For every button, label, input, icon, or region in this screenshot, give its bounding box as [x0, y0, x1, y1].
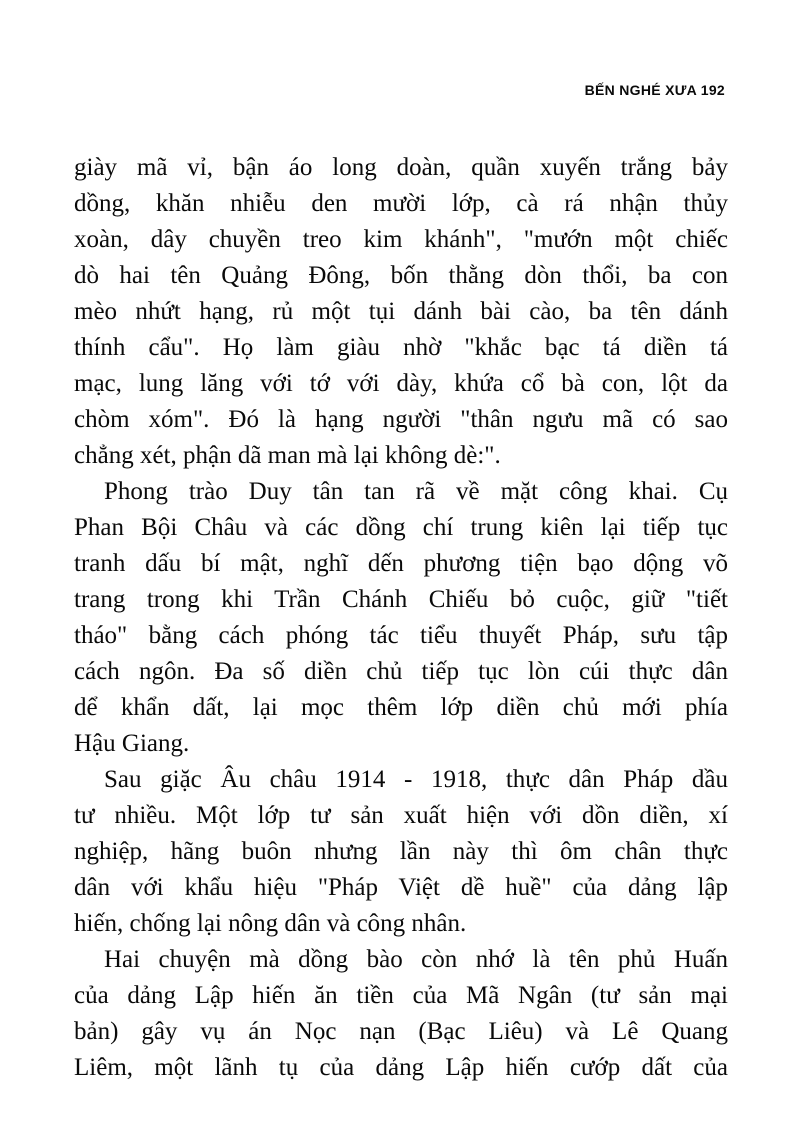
text-line: dò hai tên Quảng Đông, bốn thằng dòn thổi, ba con: [74, 262, 728, 289]
paragraph-first-line: Sau giặc Âu châu 1914 - 1918, thực dân Pháp dầu: [104, 766, 728, 793]
paragraph-first-line: Hai chuyện mà dồng bào còn nhớ là tên phủ Huấn: [104, 946, 728, 973]
text-line: Phan Bội Châu và các dồng chí trung kiên lại tiếp tục: [74, 514, 728, 541]
text-line: mạc, lung lăng với tớ với dày, khứa cổ bà con, lột da: [74, 370, 728, 397]
body-text: [74, 150, 728, 1086]
running-header: BẾN NGHÉ XƯA 192: [584, 82, 725, 98]
text-line: dể khẩn dất, lại mọc thêm lớp diền chủ mới phía: [74, 694, 728, 721]
text-line: tranh dấu bí mật, nghĩ dến phương tiện bạo dộng võ: [74, 550, 728, 577]
text-line: dân với khẩu hiệu "Pháp Việt dề huề" của dảng lập: [74, 874, 728, 901]
text-line: dồng, khăn nhiễu den mười lớp, cà rá nhận thủy: [74, 190, 728, 217]
text-line: giày mã vỉ, bận áo long doàn, quần xuyến trắng bảy: [74, 154, 728, 181]
text-line: Hậu Giang.: [74, 730, 190, 757]
text-line: xoàn, dây chuyền treo kim khánh", "mướn một chiếc: [74, 226, 728, 253]
text-line: nghiệp, hãng buôn nhưng lần này thì ôm chân thực: [74, 838, 728, 865]
paragraph-first-line: Phong trào Duy tân tan rã về mặt công khai. Cụ: [104, 478, 728, 505]
text-line: Liêm, một lãnh tụ của dảng Lập hiến cướp dất của: [74, 1054, 728, 1081]
text-line: tháo" bằng cách phóng tác tiểu thuyết Pháp, sưu tập: [74, 622, 728, 649]
text-line: hiến, chống lại nông dân và công nhân.: [74, 910, 467, 937]
text-line: tư nhiều. Một lớp tư sản xuất hiện với dồn diền, xí: [74, 802, 728, 829]
text-line: trang trong khi Trần Chánh Chiếu bỏ cuộc, giữ "tiết: [74, 586, 728, 613]
text-line: chòm xóm". Đó là hạng người "thân ngưu mã có sao: [74, 406, 728, 433]
text-line: mèo nhứt hạng, rủ một tụi dánh bài cào, ba tên dánh: [74, 298, 728, 325]
text-line: chẳng xét, phận dã man mà lại không dè:".: [74, 442, 501, 469]
text-line: thính cẩu". Họ làm giàu nhờ "khắc bạc tá diền tá: [74, 334, 728, 361]
text-line: của dảng Lập hiến ăn tiền của Mã Ngân (tư sản mại: [74, 982, 728, 1009]
text-line: bản) gây vụ án Nọc nạn (Bạc Liêu) và Lê Quang: [74, 1018, 728, 1045]
text-line: cách ngôn. Đa số diền chủ tiếp tục lòn cúi thực dân: [74, 658, 728, 685]
